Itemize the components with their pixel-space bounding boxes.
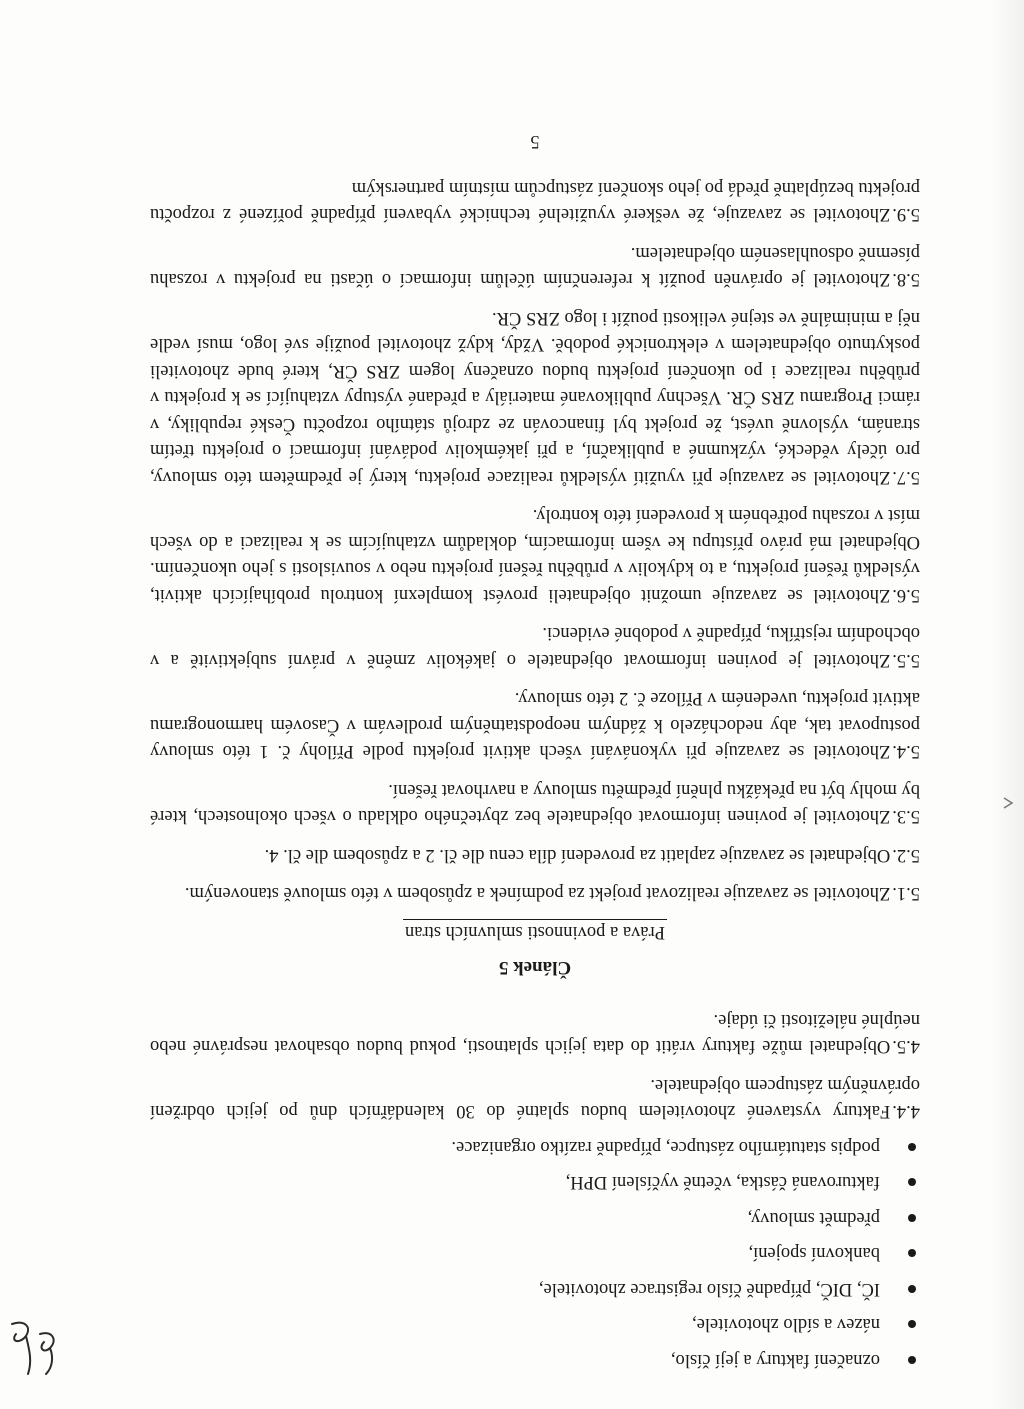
paragraph-5-8: 5.8.Zhotovitel je oprávněn použít k referenčním účelům informací o účasti na projektu v rozsahu písemně odsouhlaseném objednatelem. (150, 243, 920, 290)
bullet-icon (908, 1250, 916, 1258)
bullet-icon (908, 1321, 916, 1329)
list-item: předmět smlouvy, (150, 1205, 880, 1232)
list-item: IČ, DIČ, případně číslo registrace zhotovitele, (150, 1276, 880, 1303)
page-number: 5 (530, 131, 540, 152)
bullet-icon (908, 1356, 916, 1364)
bullet-icon (908, 1143, 916, 1151)
paragraph-4-4: 4.4.Faktury vystavené zhotovitelem budou splatné do 30 kalendářních dnů po jejich obdržení oprávněným zástupcem objednatele. (150, 1075, 920, 1122)
bullet-icon (908, 1285, 916, 1293)
paragraph-4-5: 4.5.Objednatel může faktury vrátit do data jejich splatnosti, pokud budou obsahovat nesprávné nebo neúplné náležitosti či údaje. (150, 1010, 920, 1057)
bullet-icon (908, 1214, 916, 1222)
list-item: označení faktury a její číslo, (150, 1347, 880, 1374)
list-item: bankovní spojení, (150, 1240, 880, 1267)
bullet-icon (908, 1179, 916, 1187)
paragraph-5-2: 5.2.Objednatel se zavazuje zaplatit za provedení díla cenu dle čl. 2 a způsobem dle čl. 4. (264, 845, 920, 865)
list-item: fakturovaná částka, včetně vyčíslení DPH, (150, 1169, 880, 1196)
list-item: název a sídlo zhotovitele, (150, 1311, 880, 1338)
paragraph-5-1: 5.1.Zhotovitel se zavazuje realizovat projekt za podmínek a způsobem v této smlouvě stanoveným. (184, 883, 920, 904)
article-subtitle: Práva a povinnosti smluvních stran (403, 919, 667, 944)
paragraph-5-3: 5.3.Zhotovitel je povinen informovat objednatele bez zbytečného odkladu o všech okolnostech, které by mohly být na překážku plnění předmětu smlouvy a navrhovat řešení. (150, 780, 920, 827)
paragraph-5-9: 5.9.Zhotovitel se zavazuje, že veškeré využitelné technické vybavení případně pořízené z rozpočtu projektu bezúplatně předá po jeho skončení zástupcům místním partnerským (150, 178, 920, 225)
article-heading (150, 919, 920, 981)
paragraph-5-6: 5.6.Zhotovitel se zavazuje umožnit objednateli provést komplexní kontrolu probíhajících aktivit, výsledků řešení projektu, a to kdykoliv v průběhu řešení projektu nebo v souvislosti s jeho ukončením. Objednatel má právo přístupu ke všem informacím, dokladům vztahujícím se k realizaci a do všech míst v rozsahu potřebném k provedení této kontroly. (150, 505, 920, 605)
invoice-requirements-list (150, 1134, 920, 1374)
article-title: Článek 5 (498, 957, 572, 979)
list-item: podpis statutárního zástupce, případně razítko organizace. (150, 1134, 880, 1161)
paragraph-5-5: 5.5.Zhotovitel je povinen informovat objednatele o jakékoliv změně v právní subjektivitě a v obchodním rejstříku, případně v podobné evidenci. (150, 623, 920, 670)
paragraph-5-4: 5.4.Zhotovitel se zavazuje při vykonávání všech aktivit projektu podle Přílohy č. 1 této smlouvy postupovat tak, aby nedocházelo k žádným neopodstatněným prodlevám v Časovém harmonogramu aktivit projektu, uvedeném v Příloze č. 2 této smlouvy. (150, 688, 920, 762)
document-body (150, 128, 920, 1373)
scan-edge-mark (1002, 796, 1014, 810)
paragraph-5-7: 5.7.Zhotovitel se zavazuje při využití výsledků realizace projektu, který je předmětem této smlouvy, pro účely vědecké, výzkumné a publikační, a při jakémkoliv podávání informací o projektu třetím stranám, výslovně uvést, že projekt byl financován ze zdrojů státního rozpočtu České republiky, v rámci Programu ZRS ČR. Všechny publikované materiály a předané výstupy vztahující se k projektu v průběhu realizace i po ukončení projektu budou označeny logem ZRS ČR, které bude zhotoviteli poskytnuto objednatelem v elektronické podobě. Vždy, když zhotovitel použije své logo, musí vedle něj a minimálně ve stejné velikosti použít i logo ZRS ČR. (150, 308, 920, 487)
handwritten-initials-signature (2, 1312, 66, 1382)
